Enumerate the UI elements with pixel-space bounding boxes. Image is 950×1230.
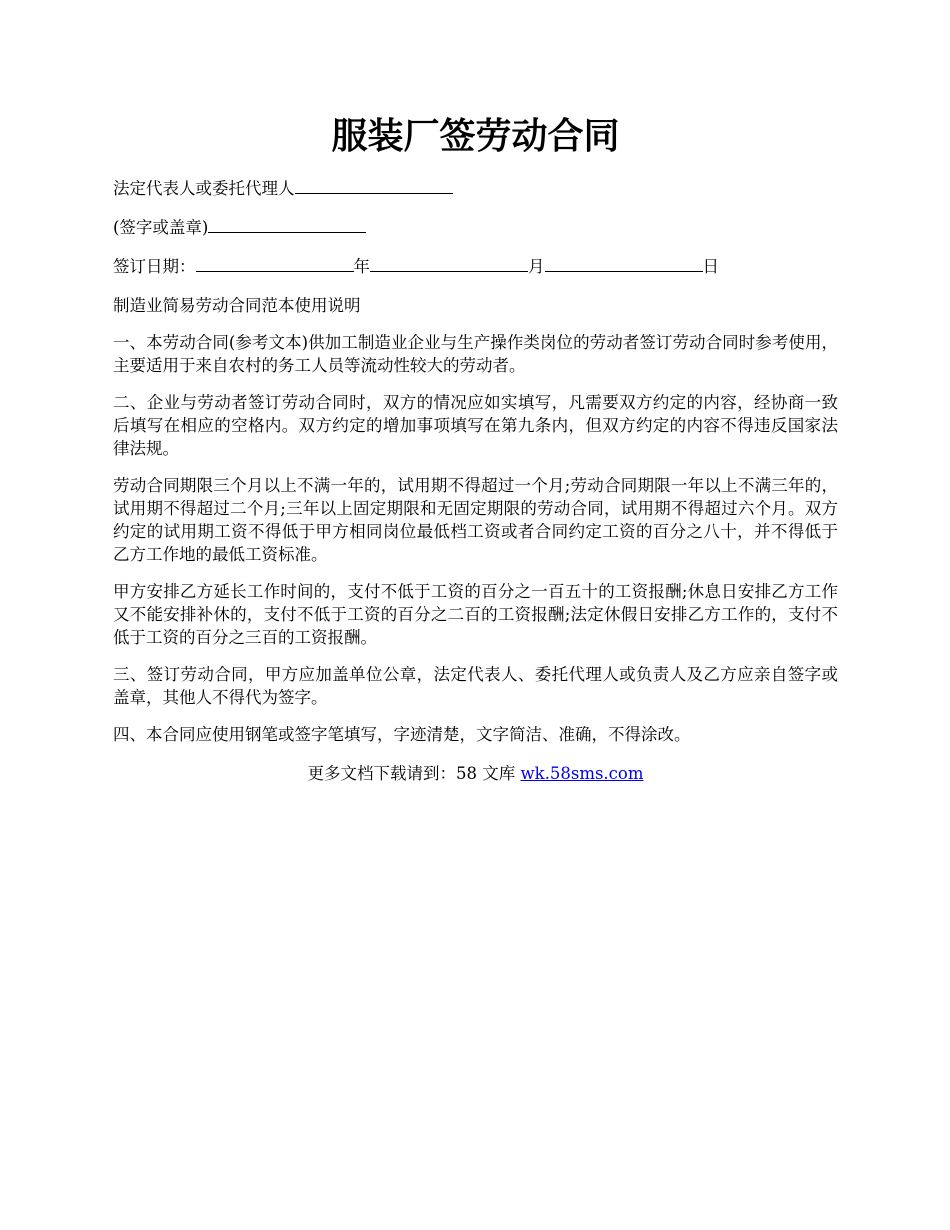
representative-blank [295, 177, 453, 194]
representative-signature-line [113, 177, 838, 200]
document-title: 服装厂签劳动合同 [331, 115, 620, 157]
paragraph: 四、本合同应使用钢笔或签字笔填写，字迹清楚，文字简洁、准确，不得涂改。 [113, 725, 691, 744]
paragraph: 二、企业与劳动者签订劳动合同时，双方的情况应如实填写，凡需要双方约定的内容，经协商一致后填写在相应的空格内。双方约定的增加事项填写在第九条内，但双方约定的内容不得违反国家法律法规。 [113, 393, 838, 458]
footer-text: 更多文档下载请到：58 文库 [307, 764, 521, 783]
seal-label: (签字或盖章) [113, 218, 209, 237]
day-blank [545, 255, 703, 272]
document-body [113, 177, 838, 785]
footer-line [113, 762, 838, 785]
day-label: 日 [702, 257, 719, 276]
download-site-link[interactable]: wk.58sms.com [520, 764, 644, 783]
representative-label: 法定代表人或委托代理人 [113, 179, 295, 198]
date-label: 签订日期： [113, 257, 196, 276]
month-blank [370, 255, 528, 272]
seal-signature-line [113, 216, 838, 239]
paragraph: 劳动合同期限三个月以上不满一年的，试用期不得超过一个月;劳动合同期限一年以上不满三年的，试用期不得超过二个月;三年以上固定期限和无固定期限的劳动合同，试用期不得超过六个月。双方约定的试用期工资不得低于甲方相同岗位最低档工资或者合同约定工资的百分之八十，并不得低于乙方工作地的最低工资标准。 [113, 476, 838, 564]
year-label: 年 [353, 257, 370, 276]
signing-date-line [113, 255, 838, 278]
paragraph: 一、本劳动合同(参考文本)供加工制造业企业与生产操作类岗位的劳动者签订劳动合同时参考使用，主要适用于来自农村的务工人员等流动性较大的劳动者。 [113, 333, 838, 375]
year-blank [196, 255, 354, 272]
instructions-heading: 制造业简易劳动合同范本使用说明 [113, 296, 361, 315]
paragraph: 甲方安排乙方延长工作时间的，支付不低于工资的百分之一百五十的工资报酬;休息日安排乙方工作又不能安排补休的，支付不低于工资的百分之二百的工资报酬;法定休假日安排乙方工作的，支付不低于工资的百分之三百的工资报酬。 [113, 582, 838, 647]
paragraph: 三、签订劳动合同，甲方应加盖单位公章，法定代表人、委托代理人或负责人及乙方应亲自签字或盖章，其他人不得代为签字。 [113, 665, 838, 707]
month-label: 月 [528, 257, 545, 276]
seal-blank [208, 216, 366, 233]
